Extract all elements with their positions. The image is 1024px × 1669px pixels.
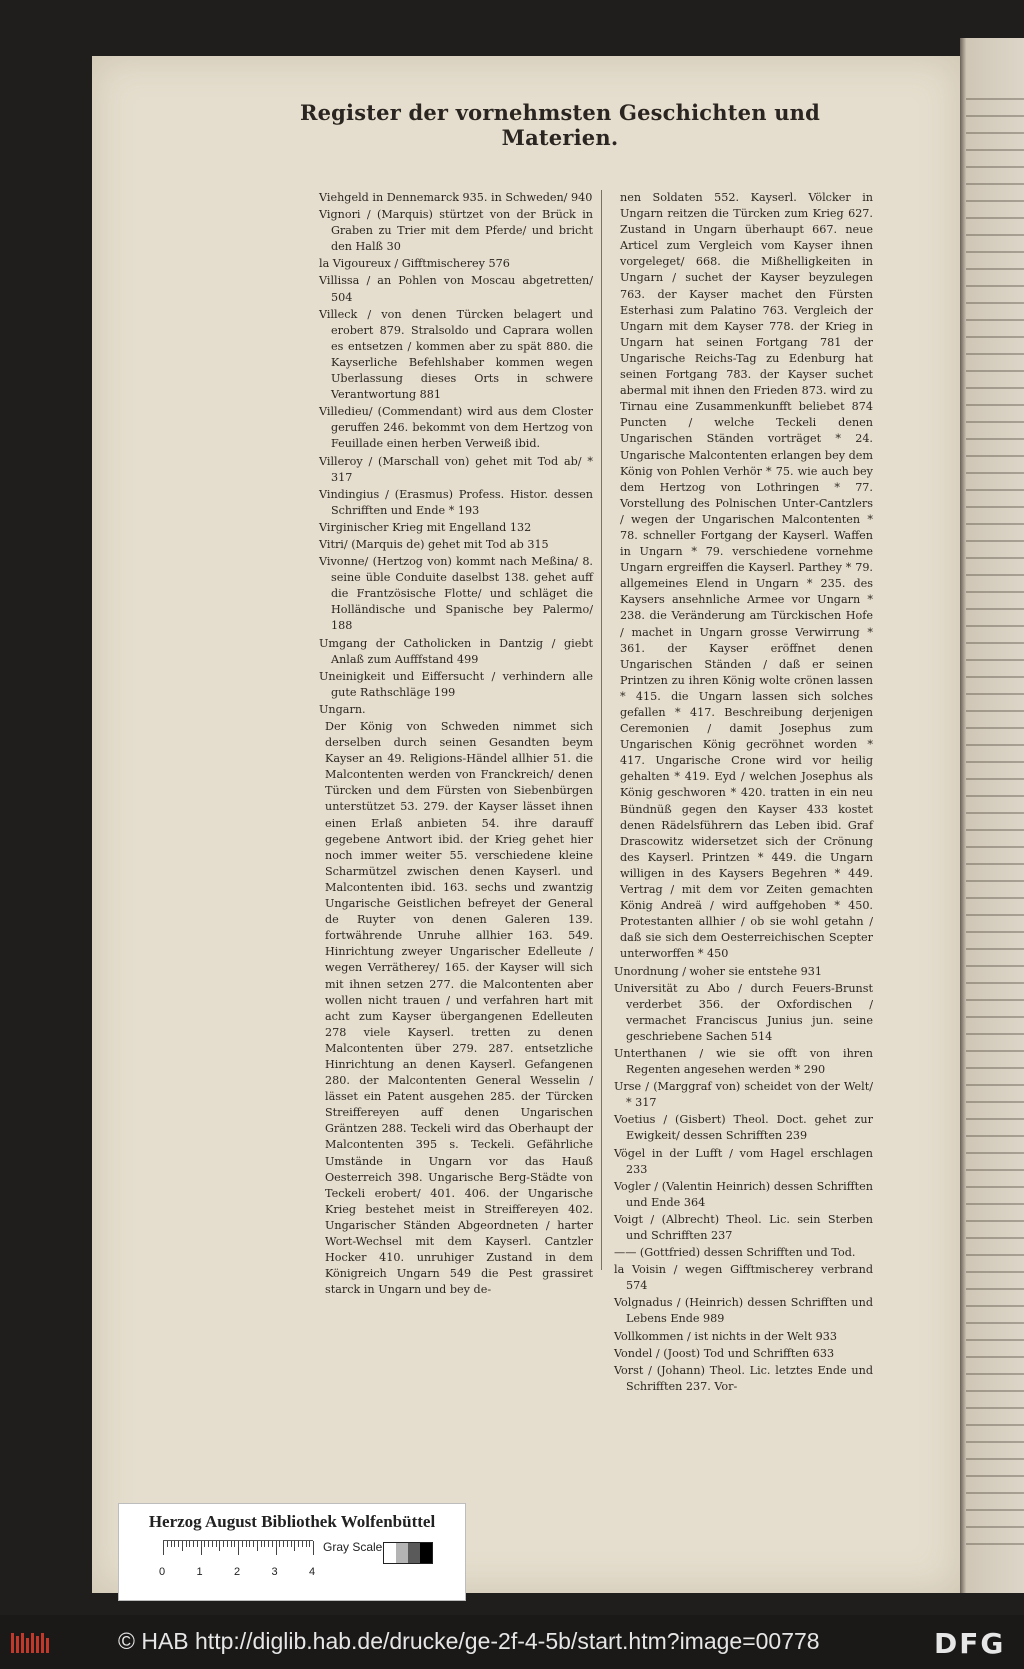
ruler-tick xyxy=(201,1541,202,1555)
facing-page-text-line xyxy=(966,268,1024,270)
ruler-tick xyxy=(219,1541,220,1551)
facing-page-text-line xyxy=(966,1016,1024,1018)
facing-page-text-line xyxy=(966,574,1024,576)
ruler-number: 3 xyxy=(271,1566,278,1578)
left-column xyxy=(319,190,593,1299)
gray-swatch xyxy=(384,1543,396,1563)
facing-page-text-line xyxy=(966,1339,1024,1341)
register-entry: Vivonne/ (Hertzog von) kommt nach Meßina/ 8. seine üble Conduite daselbst 138. gehet auff die Frantzösische Flotte/ und schläget die Holländische und Spanische bey Palermo/ 188 xyxy=(319,555,593,633)
ruler-tick xyxy=(189,1541,190,1547)
ruler-tick xyxy=(204,1541,205,1547)
ruler-tick xyxy=(257,1541,258,1551)
facing-page-text-line xyxy=(966,676,1024,678)
facing-page-text-line xyxy=(966,999,1024,1001)
register-entry: Villedieu/ (Commendant) wird aus dem Closter geruffen 246. bekommt von dem Hertzog von Feuillade einen herben Verweiß ibid. xyxy=(319,405,593,451)
facing-page-text-line xyxy=(966,642,1024,644)
register-entry: Villeroy / (Marschall von) gehet mit Tod ab/ * 317 xyxy=(319,454,593,484)
facing-page-text-line xyxy=(966,166,1024,168)
ruler-tick xyxy=(306,1541,307,1547)
facing-page-text-line xyxy=(966,489,1024,491)
facing-page-text-line xyxy=(966,846,1024,848)
facing-page-text-line xyxy=(966,1118,1024,1120)
facing-page-text-line xyxy=(966,353,1024,355)
facing-page-text-line xyxy=(966,1135,1024,1137)
ruler-tick xyxy=(193,1541,194,1547)
facing-page-text-line xyxy=(966,880,1024,882)
ruler-tick xyxy=(186,1541,187,1547)
ruler-tick xyxy=(227,1541,228,1547)
facing-page-text-line xyxy=(966,1203,1024,1205)
facing-page-text-line xyxy=(966,1254,1024,1256)
facing-page-text-line xyxy=(966,795,1024,797)
dfg-logo: DFG xyxy=(934,1627,1006,1660)
facing-page-text-line xyxy=(966,1526,1024,1528)
register-entry: Urse / (Marggraf von) scheidet von der Welt/ * 317 xyxy=(614,1080,873,1110)
ruler-numbers xyxy=(159,1566,329,1580)
ruler-tick xyxy=(283,1541,284,1547)
ruler-number: 1 xyxy=(196,1566,203,1578)
facing-page-text-line xyxy=(966,948,1024,950)
register-entry: Virginischer Krieg mit Engelland 132 xyxy=(319,520,532,534)
ruler-tick xyxy=(167,1541,168,1547)
facing-page-text-line xyxy=(966,693,1024,695)
facing-page-text-line xyxy=(966,897,1024,899)
facing-page-text-line xyxy=(966,965,1024,967)
ruler-tick xyxy=(163,1541,164,1555)
facing-page-text-line xyxy=(966,1475,1024,1477)
facing-page-text-line xyxy=(966,1186,1024,1188)
register-entry: la Vigoureux / Gifftmischerey 576 xyxy=(319,257,510,271)
facing-page-text-line xyxy=(966,251,1024,253)
ruler-tick xyxy=(231,1541,232,1547)
facing-page-text-line xyxy=(966,404,1024,406)
ruler-tick xyxy=(268,1541,269,1547)
facing-page-text-line xyxy=(966,200,1024,202)
ruler-number: 0 xyxy=(159,1566,166,1578)
register-entry: Der König von Schweden nimmet sich derselben durch seinen Gesandten beym Kayser an 49. Religions-Händel allhier 51. die Malcontenten werden von Franckreich/ denen Türcken und dem Fürsten von Siebenbürgen unterstützet 53. 279. der Kayser lässet ihnen einen Erlaß anbieten 54. ihre darauff gegebene Antwort ibid. der Krieg gehet hier noch immer weiter 55. verschiedene kleine Scharmützel zwischen denen Kayserl. und Malcontenten ibid. 163. sechs und zwantzig Ungarische Geistlichen befreyet der General de Ruyter von denen Galeren 139. fortwährende Unruhe allhier 163. 549. Hinrichtung zweyer Ungarischer Edelleute / wegen Verrätherey/ 165. der Kayser will sich mit ihnen setzen 277. die Malcontenten aber wollen nicht trauen / und verfahren hart mit acht zum Kayser übergangenen Edelleuten 278 viele Kayserl. tretten zu denen Malcontenten über 279. 287. entsetzliche Hinrichtung an denen Kayserl. Gefangenen 280. der Malcontenten General Wesselin / lässet ein Patent ausgehen 285. der Türcken Streiffereyen auff denen Ungarischen Gräntzen 288. Teckeli wird das Oberhaupt der Malcontenten 395 s. Teckeli. Gefährliche Umstände in Ungarn vor das Hauß Oesterreich 398. Ungarische Berg-Städte von Teckeli erobert/ 401. 406. der Ungarische Krieg bestehet meist in Streiffereyen 402. Ungarischer Ständen Abgeordneten / harter Wort-Wechsel mit dem Kayserl. Cantzler Hocker 410. unruhiger Zustand in dem Königreich Ungarn 549 die Pest grassiret starck in Ungarn und bey de- xyxy=(325,720,593,1297)
facing-page-text-line xyxy=(966,183,1024,185)
register-entry: Umgang der Catholicken in Dantzig / giebt Anlaß zum Aufffstand 499 xyxy=(319,636,593,666)
ruler-tick xyxy=(234,1541,235,1547)
register-entry: Unterthanen / wie sie offt von ihren Regenten angesehen werden * 290 xyxy=(614,1046,873,1077)
facing-page-text-line xyxy=(966,523,1024,525)
ruler-tick xyxy=(171,1541,172,1547)
facing-page-text-line xyxy=(966,319,1024,321)
register-entry: Voetius / (Gisbert) Theol. Doct. gehet zur Ewigkeit/ dessen Schrifften 239 xyxy=(614,1113,873,1143)
facing-page-text-line xyxy=(966,1237,1024,1239)
ruler-tick xyxy=(212,1541,213,1547)
facing-page-text-line xyxy=(966,1509,1024,1511)
facing-page-text-line xyxy=(966,914,1024,916)
register-entry: Villeck / von denen Türcken belagert und erobert 879. Stralsoldo und Caprara wollen es entsetzen / kommen aber zu spät 880. die Kayserliche Befehlshaber kommen wegen Uberlassung dieses Orts in schwere Verantwortung 881 xyxy=(319,307,593,402)
gray-swatch xyxy=(420,1543,432,1563)
facing-page-text-line xyxy=(966,234,1024,236)
ruler-tick xyxy=(238,1541,239,1555)
ruler-tick xyxy=(264,1541,265,1547)
facing-page-text-line xyxy=(966,1390,1024,1392)
ruler-tick xyxy=(279,1541,280,1547)
facing-page-text-line xyxy=(966,1424,1024,1426)
register-entry: Ungarn. xyxy=(319,702,366,716)
facing-page-text-line xyxy=(966,1373,1024,1375)
facing-page-text-line xyxy=(966,1322,1024,1324)
facing-page-text-line xyxy=(966,591,1024,593)
facing-page-text-line xyxy=(966,710,1024,712)
facing-page-text-line xyxy=(966,727,1024,729)
ruler-tick xyxy=(272,1541,273,1547)
ruler-tick xyxy=(276,1541,277,1555)
register-entry: Vignori / (Marquis) stürtzet von der Brück in Graben zu Trier mit dem Pferde/ und bricht den Halß 30 xyxy=(319,208,593,254)
gray-scale-swatches xyxy=(383,1542,433,1564)
register-entry: Vindingius / (Erasmus) Profess. Histor. dessen Schrifften und Ende * 193 xyxy=(319,487,593,517)
ruler-number: 2 xyxy=(234,1566,241,1578)
gray-swatch xyxy=(408,1543,420,1563)
facing-page-text-line xyxy=(966,1458,1024,1460)
facing-page-text-line xyxy=(966,1407,1024,1409)
register-entry: Universität zu Abo / durch Feuers-Brunst verderbet 356. der Oxfordischen / vermachet Franciscus Junius jun. seine geschriebene Sachen 514 xyxy=(614,981,873,1043)
facing-page-text-line xyxy=(966,132,1024,134)
facing-page-text-line xyxy=(966,1152,1024,1154)
facing-page-text-line xyxy=(966,98,1024,100)
ruler-tick xyxy=(261,1541,262,1547)
facing-page-text-line xyxy=(966,1033,1024,1035)
facing-page-text-line xyxy=(966,982,1024,984)
register-entry: Uneinigkeit und Eiffersucht / verhindern alle gute Rathschläge 199 xyxy=(319,669,593,699)
register-entry: —— (Gottfried) dessen Schrifften und Tod. xyxy=(614,1246,856,1260)
register-entry: Viehgeld in Dennemarck 935. in Schweden/ 940 xyxy=(319,191,593,204)
facing-page-text-line xyxy=(966,625,1024,627)
facing-page-text-line xyxy=(966,1543,1024,1545)
register-entry: Volgnadus / (Heinrich) dessen Schrifften und Lebens Ende 989 xyxy=(614,1296,873,1326)
facing-page-text-line xyxy=(966,1169,1024,1171)
register-entry: Vogler / (Valentin Heinrich) dessen Schrifften und Ende 364 xyxy=(614,1179,873,1209)
facing-page-text-line xyxy=(966,1101,1024,1103)
facing-page-text-line xyxy=(966,744,1024,746)
facing-page-text-line xyxy=(966,540,1024,542)
ruler-tick xyxy=(294,1541,295,1551)
facing-page-text-line xyxy=(966,1050,1024,1052)
ruler-tick xyxy=(302,1541,303,1547)
facing-page-text-line xyxy=(966,1492,1024,1494)
ruler-tick xyxy=(249,1541,250,1547)
footer-copyright-url[interactable]: © HAB http://diglib.hab.de/drucke/ge-2f-4-5b/start.htm?image=00778 xyxy=(118,1628,820,1654)
facing-page-text-line xyxy=(966,1288,1024,1290)
facing-page-text-line xyxy=(966,302,1024,304)
facing-page-text-line xyxy=(966,438,1024,440)
register-entry: Unordnung / woher sie entstehe 931 xyxy=(614,964,822,978)
facing-page-text-line xyxy=(966,1067,1024,1069)
library-name: Herzog August Bibliothek Wolfenbüttel xyxy=(148,1512,436,1531)
ruler-tick xyxy=(313,1541,314,1555)
facing-page-text-line xyxy=(966,115,1024,117)
facing-page-text-line xyxy=(966,1356,1024,1358)
register-entry: Villissa / an Pohlen von Moscau abgetretten/ 504 xyxy=(319,274,593,304)
register-entry: Vögel in der Lufft / vom Hagel erschlagen 233 xyxy=(614,1146,873,1176)
gray-scale-label: Gray Scale xyxy=(323,1540,383,1554)
page-title: Register der vornehmsten Geschichten und Materien. xyxy=(299,100,821,150)
facing-page-text-line xyxy=(966,863,1024,865)
register-entry: Vorst / (Johann) Theol. Lic. letztes Ende und Schrifften 237. Vor- xyxy=(614,1363,873,1393)
ruler-tick xyxy=(216,1541,217,1547)
facing-page-text-line xyxy=(966,387,1024,389)
footer-bar xyxy=(0,1615,1024,1669)
facing-page-text-line xyxy=(966,506,1024,508)
ruler-tick xyxy=(287,1541,288,1547)
ruler-tick xyxy=(242,1541,243,1547)
hab-logo-icon xyxy=(10,1631,50,1655)
ruler-tick xyxy=(208,1541,209,1547)
facing-page-text-line xyxy=(966,285,1024,287)
gray-swatch xyxy=(396,1543,408,1563)
facing-page-text-line xyxy=(966,1220,1024,1222)
facing-page-text-line xyxy=(966,149,1024,151)
facing-page-edge xyxy=(960,38,1024,1593)
facing-page-text-line xyxy=(966,659,1024,661)
facing-page-text-line xyxy=(966,421,1024,423)
facing-page-text-line xyxy=(966,557,1024,559)
facing-page-text-line xyxy=(966,1271,1024,1273)
ruler-tick xyxy=(291,1541,292,1547)
ruler-tick xyxy=(178,1541,179,1547)
right-column xyxy=(614,190,873,1396)
register-entry: Voigt / (Albrecht) Theol. Lic. sein Sterben und Schrifften 237 xyxy=(614,1212,873,1242)
facing-page-text-line xyxy=(966,1441,1024,1443)
register-entry: nen Soldaten 552. Kayserl. Völcker in Ungarn reitzen die Türcken zum Krieg 627. Zustand in Ungarn überhaupt 667. neue Articel zum Vergleich vom Kayser ihnen vorgeleget/ 668. die Mißhelligkeiten in Ungarn / suchet der Kayser beyzulegen 763. der Kayser machet den Fürsten Esterhasi zum Palatino 763. Vergleich der Ungarn mit dem Kayser 778. der Krieg in Ungarn hat seinen Fortgang 781 der Ungarische Reichs-Tag zu Edenburg hat seinen Fortgang 783. der Kayser suchet abermal mit ihnen den Frieden 873. wird zu Tirnau eine Zusammenkunfft beliebet 874 Puncten / welche Teckeli denen Ungarischen Ständen vorträget * 24. Ungarische Malcontenten erlangen bey dem König von Pohlen Verhör * 75. wie auch bey dem Hertzog von Lothringen * 77. Vorstellung des Polnischen Unter-Cantzlers / wegen der Ungarischen Malcontenten * 78. schneller Fortgang der Kayserl. Waffen in Ungarn * 79. verschiedene vornehme Ungarn ergreiffen die Kayserl. Parthey * 79. allgemeines Elend in Ungarn * 235. des Kaysers ansehnliche Armee vor Ungarn * 238. die Veränderung am Türckischen Hofe / machet in Ungarn grosse Verwirrung * 361. der Kayser eröffnet denen Ungarischen Ständen / daß er seinen Printzen zu ihren König wolte crönen lassen * 415. die Ungarn lassen sich solches gefallen * 417. Beschreibung derjenigen Ceremonien / damit Josephus zum Ungarischen König gecröhnet worden * 417. Ungarische Crone wird vor heilig gehalten * 419. Eyd / welchen Josephus als König geschworen * 420. tratten in ein neu Bündnüß gegen den Kayser 433 kostet denen Rädelsführern das Leben ibid. Graf Drascowitz widersetzet sich der Crönung des Kayserl. Printzen * 449. die Ungarn willigen in des Kaysers Begehren * 449. Vertrag / mit dem vor Zeiten gemachten König Andreä / wird auffgehoben * 450. Protestanten allhier / ob sie wohl getahn / daß sie sich dem Oesterreichischen Scepter unterworffen * 450 xyxy=(620,191,873,961)
register-entry: la Voisin / wegen Gifftmischerey verbrand 574 xyxy=(614,1263,873,1293)
facing-page-text-line xyxy=(966,217,1024,219)
facing-page-text-line xyxy=(966,472,1024,474)
ruler-tick xyxy=(174,1541,175,1547)
ruler-tick xyxy=(197,1541,198,1547)
facing-page-text-line xyxy=(966,778,1024,780)
facing-page-text-line xyxy=(966,829,1024,831)
facing-page-text-line xyxy=(966,931,1024,933)
facing-page-text-line xyxy=(966,336,1024,338)
register-entry: Vitri/ (Marquis de) gehet mit Tod ab 315 xyxy=(319,537,549,551)
facing-page-text-line xyxy=(966,455,1024,457)
facing-page-text-line xyxy=(966,812,1024,814)
scale-ruler xyxy=(163,1540,313,1561)
ruler-tick xyxy=(223,1541,224,1547)
ruler-tick xyxy=(309,1541,310,1547)
ruler-tick xyxy=(246,1541,247,1547)
facing-page-text-line xyxy=(966,761,1024,763)
ruler-tick xyxy=(253,1541,254,1547)
facing-page-text-line xyxy=(966,1305,1024,1307)
ruler-number: 4 xyxy=(309,1566,316,1578)
facing-page-text-line xyxy=(966,1084,1024,1086)
library-label-card xyxy=(118,1503,466,1601)
ruler-tick xyxy=(298,1541,299,1547)
facing-page-text-line xyxy=(966,608,1024,610)
register-entry: Vollkommen / ist nichts in der Welt 933 xyxy=(614,1329,838,1343)
register-entry: Vondel / (Joost) Tod und Schrifften 633 xyxy=(614,1346,835,1360)
ruler-tick xyxy=(182,1541,183,1551)
facing-page-text-line xyxy=(966,370,1024,372)
column-divider xyxy=(601,190,602,1270)
